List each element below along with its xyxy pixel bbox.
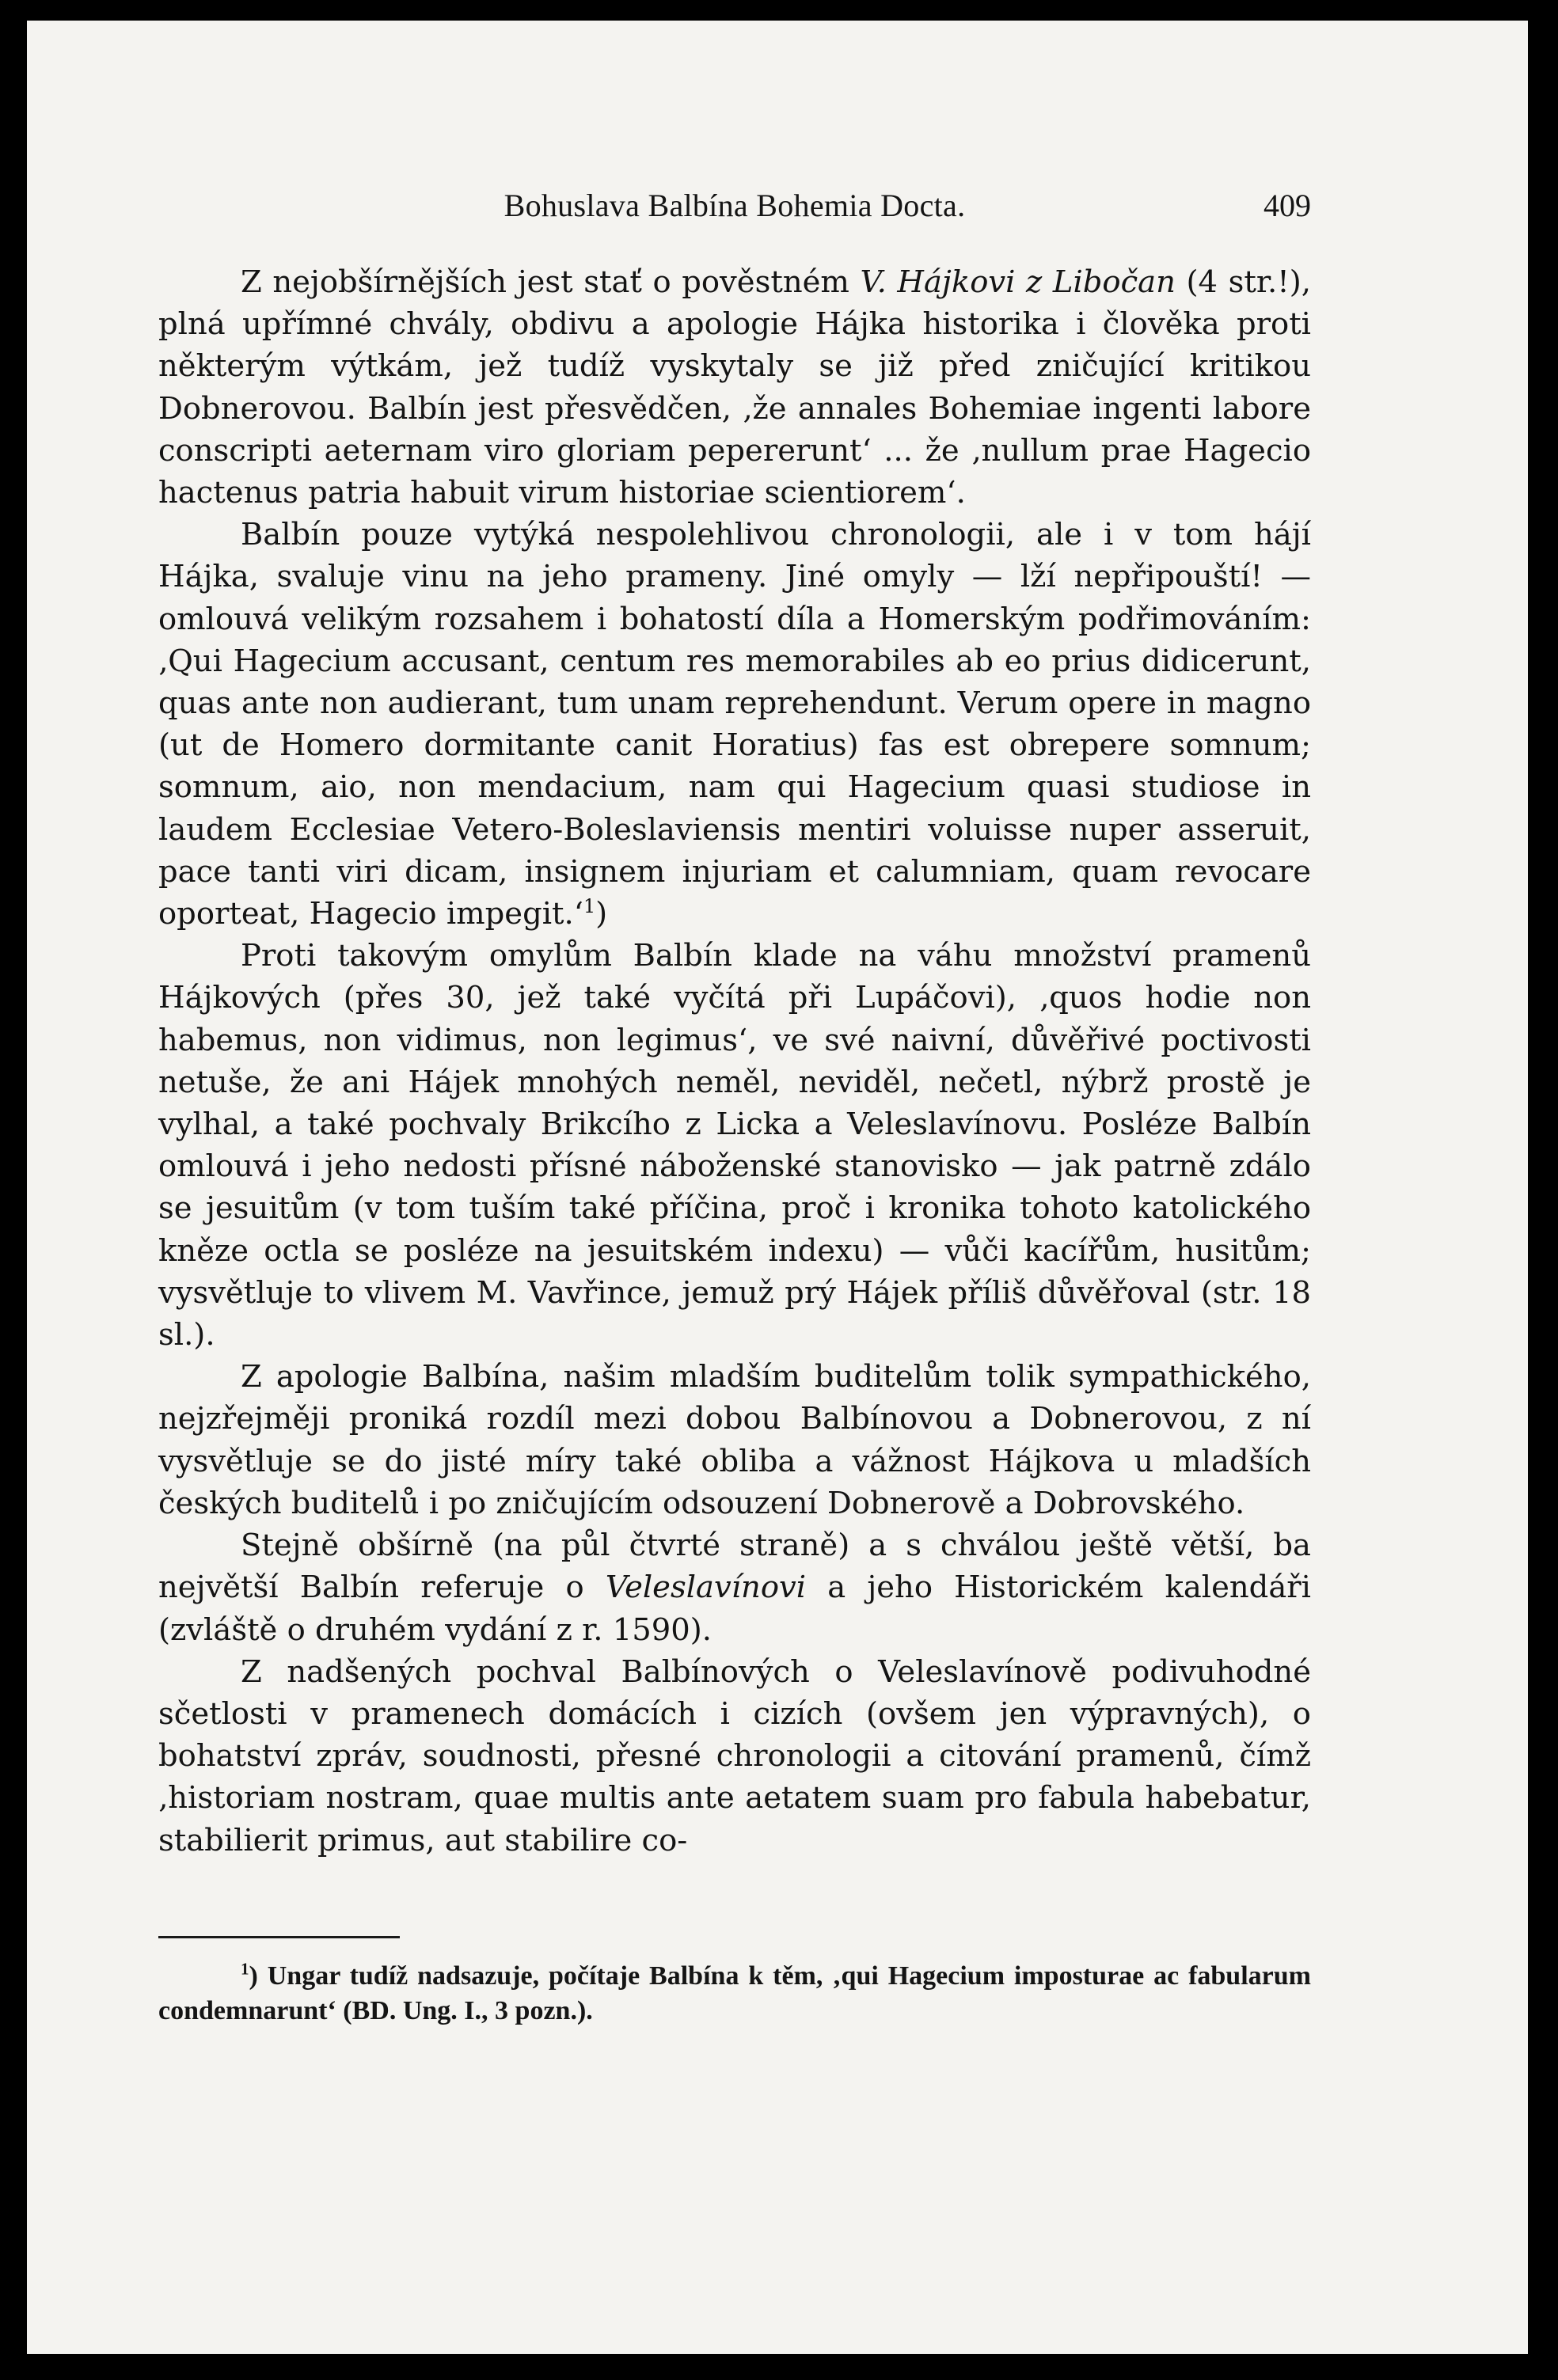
footnote-marker: 1 <box>241 1959 249 1979</box>
paragraph-text: Z apologie Balbína, našim mladším buditelům tolik sympathického, nejzřejměji proniká rozdíl mezi dobou Balbínovou a Dobnerovou, z ní vysvětluje se do jisté míry také obliba a vážnost Hájkova u mladších českých buditelů i po zničujícím odsouzení Dobnerově a Dobrovského. <box>158 1359 1311 1521</box>
paragraph <box>158 1524 1311 1651</box>
footnote-paragraph <box>158 1959 1311 2029</box>
paragraph <box>158 1356 1311 1524</box>
paragraph <box>158 935 1311 1356</box>
paragraph-text: Stejně obšírně (na půl čtvrté straně) a s chválou ještě větší, ba největší Balbín referuje o <box>158 1528 1311 1606</box>
paragraph <box>158 261 1311 514</box>
running-title: Bohuslava Balbína Bohemia Docta. <box>504 188 966 223</box>
paragraph-text: (4 str.!), plná upřímné chvály, obdivu a apologie Hájka historika i člověka proti některým výtkám, jež tudíž vyskytaly se již před zničující kritikou Dobnerovou. Balbín jest přesvědčen, ‚že annales Bohemiae ingenti labore conscripti aeternam viro gloriam pepererunt‘ ... že ‚nullum prae Hagecio hactenus patria habuit virum historiae scientiorem‘. <box>158 264 1311 511</box>
page-number: 409 <box>1264 188 1311 223</box>
paragraph-text: ) <box>595 896 608 932</box>
footnote-separator <box>158 1936 400 1938</box>
footnote <box>158 1959 1311 2029</box>
italic-name: V. Hájkovi z Libočan <box>860 264 1176 300</box>
footnote-text: ) Ungar tudíž nadsazuje, počítaje Balbína k těm, ‚qui Hagecium imposturae ac fabularum condemnarunt‘ (BD. Ung. I., 3 pozn.). <box>158 1961 1311 2025</box>
paragraph-text: Z nejobšírnějších jest stať o pověstném <box>241 264 861 300</box>
paragraph-text: a jeho Historickém kalendáři (zvláště o druhém vydání z r. 1590). <box>158 1570 1312 1648</box>
paragraph-text: Balbín pouze vytýká nespolehlivou chronologii, ale i v tom hájí Hájka, svaluje vinu na jeho prameny. Jiné omyly — lží nepřipouští! — omlouvá velikým rozsahem i bohatostí díla a Homerským podřimováním: ‚Qui Hagecium accusant, centum res memorabiles ab eo prius didicerunt, quas ante non audierant, tum unam reprehendunt. Verum opere in magno (ut de Homero dormitante canit Horatius) fas est obrepere somnum; somnum, aio, non mendacium, nam qui Hagecium quasi studiose in laudem Ecclesiae Vetero-Boleslaviensis mentiri voluisse nuper asseruit, pace tanti viri dicam, insignem injuriam et calumniam, quam revocare oporteat, Hagecio impegit.‘ <box>158 517 1311 932</box>
paragraph <box>158 1651 1311 1862</box>
paragraph-text: Proti takovým omylům Balbín klade na váhu množství pramenů Hájkových (přes 30, jež také vyčítá při Lupáčovi), ‚quos hodie non habemus, non vidimus, non legimus‘, ve své naivní, důvěřivé poctivosti netuše, že ani Hájek mnohých neměl, neviděl, nečetl, nýbrž prostě je vylhal, a také pochvaly Brikcího z Licka a Veleslavínovu. Posléze Balbín omlouvá i jeho nedosti přísné náboženské stanovisko — jak patrně zdálo se jesuitům (v tom tuším také příčina, proč i kronika tohoto katolického kněze octla se posléze na jesuitském indexu) — vůči kacířům, husitům; vysvětluje to vlivem M. Vavřince, jemuž prý Hájek příliš důvěřoval (str. 18 sl.). <box>158 938 1311 1353</box>
body-text <box>158 261 1311 1862</box>
paragraph <box>158 514 1311 935</box>
page-header <box>158 187 1311 242</box>
footnote-reference: 1 <box>583 895 596 918</box>
italic-name: Veleslavínovi <box>605 1570 807 1606</box>
paragraph-text: Z nadšených pochval Balbínových o Veleslavínově podivuhodné sčetlosti v pramenech domácích i cizích (ovšem jen výpravných), o bohatství zpráv, soudnosti, přesné chronologii a citování pramenů, čímž ‚historiam nostram, quae multis ante aetatem suam pro fabula habebatur, stabilierit primus, aut stabilire co- <box>158 1653 1311 1858</box>
